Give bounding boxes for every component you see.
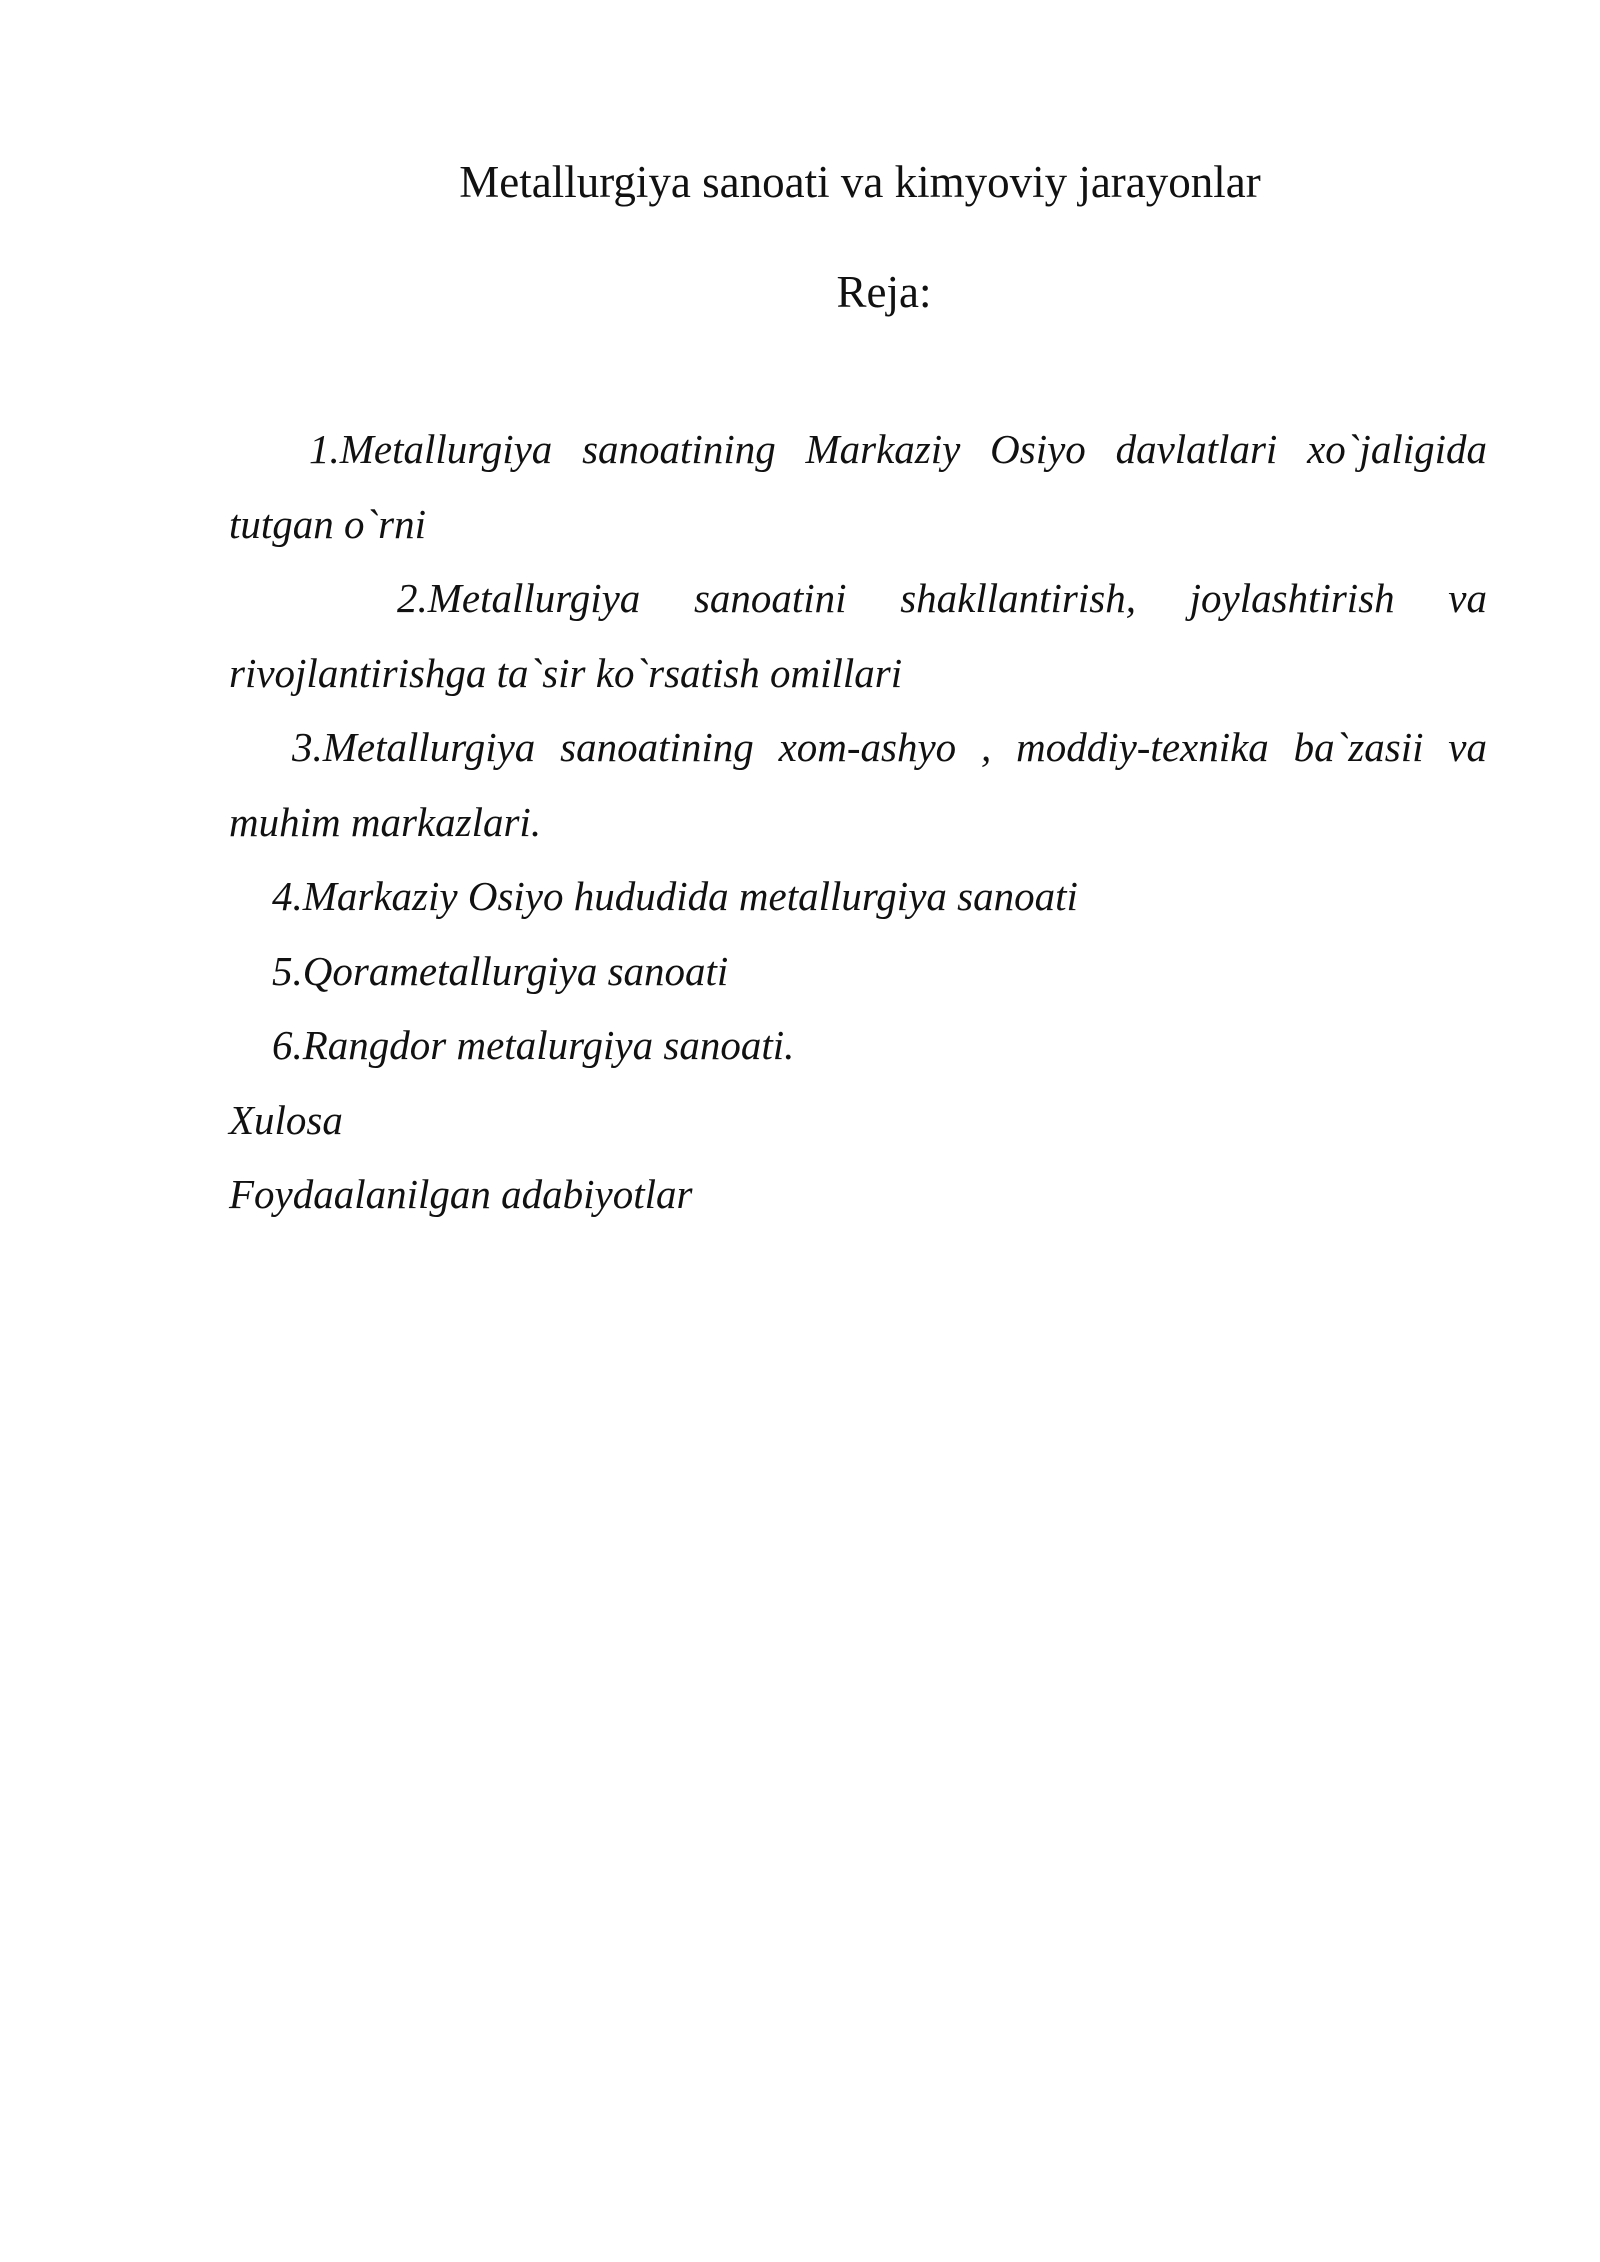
plan-item-4: 4.Markaziy Osiyo hududida metallurgiya sanoati <box>272 873 1078 919</box>
plan-heading: Reja: <box>836 267 932 317</box>
plan-item-1: 1.Metallurgiya sanoatining Markaziy Osiyo davlatlari xo`jaligida tutgan o`rni <box>229 426 1487 547</box>
plan-item-3: 3.Metallurgiya sanoatining xom-ashyo , moddiy-texnika ba`zasii va muhim markazlari. <box>229 724 1487 845</box>
plan-item-conclusion: Xulosa <box>229 1096 343 1143</box>
plan-list <box>229 412 1487 1232</box>
plan-item-references: Foydaalanilgan adabiyotlar <box>229 1171 693 1217</box>
plan-item-2: 2.Metallurgiya sanoatini shakllantirish, joylashtirish va rivojlantirishga ta`sir ko`rsatish omillari <box>229 575 1487 696</box>
document-title: Metallurgiya sanoati va kimyoviy jarayonlar <box>459 157 1261 207</box>
plan-item-5: 5.Qorametallurgiya sanoati <box>272 947 729 994</box>
plan-item-6: 6.Rangdor metalurgiya sanoati. <box>272 1022 795 1068</box>
